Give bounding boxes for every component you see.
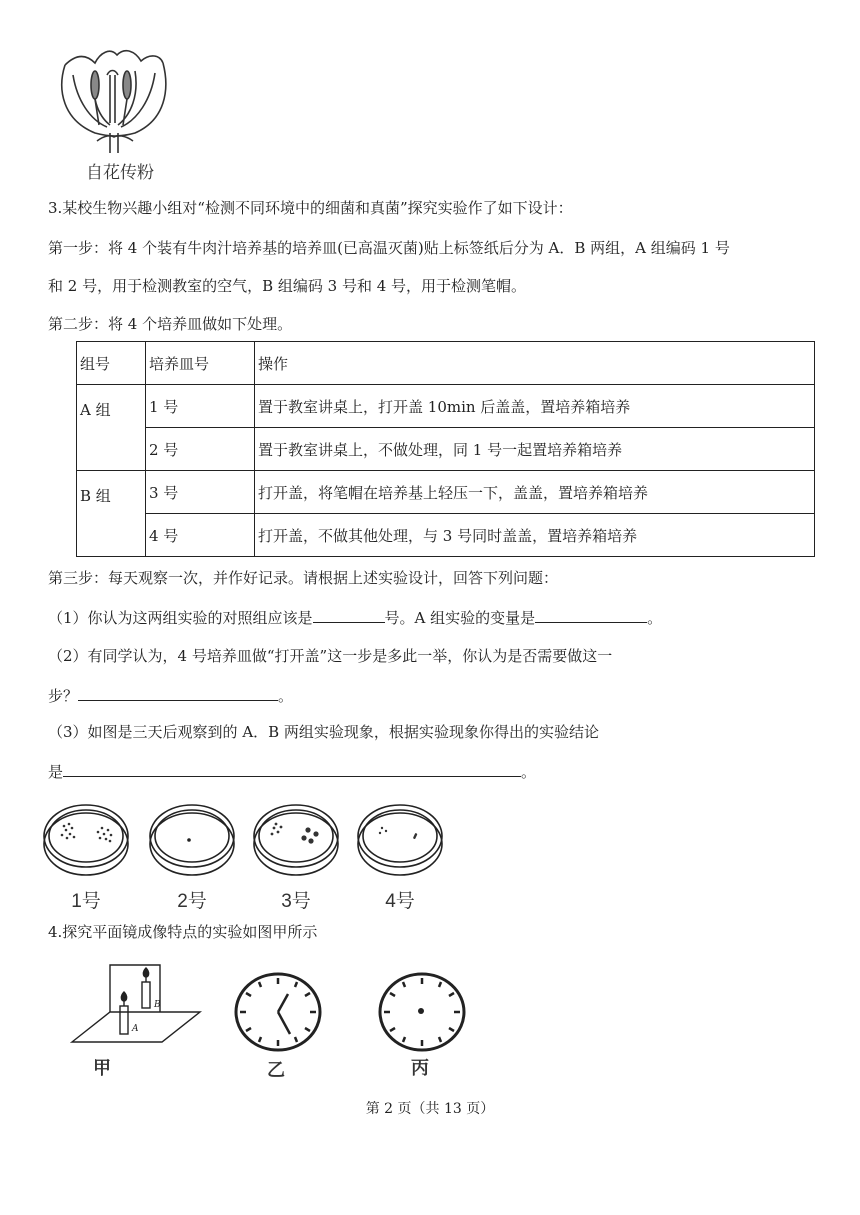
- operation-cell: 打开盖，不做其他处理，与 3 号同时盖盖，置培养箱培养: [255, 514, 815, 557]
- header-dish: 培养皿号: [146, 342, 255, 385]
- dish-label: 1号: [71, 891, 101, 912]
- table-row: [77, 471, 815, 514]
- page-footer: 第 2 页（共 13 页）: [365, 1101, 495, 1117]
- figure-label-bing: 丙: [411, 1058, 429, 1079]
- subquestion-1-end: 。: [647, 609, 663, 627]
- subquestion-2-prefix: 步？: [48, 687, 79, 705]
- operation-cell: 置于教室讲桌上，打开盖 10min 后盖盖，置培养箱培养: [255, 385, 815, 428]
- subquestion-3-line2: [48, 760, 536, 782]
- control-group-answer-blank[interactable]: [313, 606, 385, 623]
- petri-dish-3: [254, 805, 338, 875]
- dish-label: 2号: [177, 891, 207, 912]
- subquestion-3-line1: （3）如图是三天后观察到的 A．B 两组实验现象，根据实验现象你得出的实验结论: [48, 723, 599, 741]
- operation-cell: 打开盖，将笔帽在培养基上轻压一下，盖盖，置培养箱培养: [255, 471, 815, 514]
- table-row: [77, 385, 815, 428]
- dish-label: 4号: [385, 891, 415, 912]
- open-lid-answer-blank[interactable]: [78, 684, 278, 701]
- header-operation: 操作: [255, 342, 815, 385]
- clock-bing: [374, 970, 470, 1056]
- subquestion-2-end: 。: [278, 687, 294, 705]
- header-group: 组号: [77, 342, 146, 385]
- step2-text: 第二步：将 4 个培养皿做如下处理。: [48, 315, 293, 333]
- subquestion-3-prefix: 是: [48, 763, 64, 781]
- flower-figure-caption: 自花传粉: [86, 163, 154, 183]
- question-4-title: 4.探究平面镜成像特点的实验如图甲所示: [48, 923, 318, 941]
- table-header-row: [77, 342, 815, 385]
- group-a-cell: A 组: [77, 385, 146, 471]
- self-pollination-flower-figure: [55, 45, 175, 155]
- step3-text: 第三步：每天观察一次，并作好记录。请根据上述实验设计，回答下列问题：: [48, 569, 559, 587]
- subquestion-2-line2: [48, 684, 293, 706]
- figure-label-jia: 甲: [93, 1058, 111, 1079]
- dish-cell: 3 号: [146, 471, 255, 514]
- petri-dish-4: [358, 805, 442, 875]
- dish-label: 3号: [281, 891, 311, 912]
- figure-label-yi: 乙: [267, 1060, 285, 1081]
- variable-answer-blank[interactable]: [535, 606, 647, 623]
- question-3-title: 3.某校生物兴趣小组对“检测不同环境中的细菌和真菌”探究实验作了如下设计：: [48, 199, 573, 217]
- dish-treatment-table: [76, 341, 815, 557]
- group-b-cell: B 组: [77, 471, 146, 557]
- step1-line2: 和 2 号，用于检测教室的空气，B 组编码 3 号和 4 号，用于检测笔帽。: [48, 277, 527, 295]
- subquestion-1-prefix: （1）你认为这两组实验的对照组应该是: [48, 609, 313, 627]
- plane-mirror-experiment-figure: [70, 960, 210, 1050]
- subquestion-3-end: 。: [521, 763, 537, 781]
- dish-cell: 4 号: [146, 514, 255, 557]
- subquestion-1: [48, 606, 662, 628]
- petri-dish-1: [44, 805, 128, 875]
- step1-line1: 第一步：将 4 个装有牛肉汁培养基的培养皿(已高温灭菌)贴上标签纸后分为 A．B 两组，A 组编码 1 号: [48, 239, 730, 257]
- dish-cell: 2 号: [146, 428, 255, 471]
- subquestion-2-line1: （2）有同学认为，4 号培养皿做“打开盖”这一步是多此一举，你认为是否需要做这一: [48, 647, 613, 665]
- candle-label-b: B: [154, 1000, 161, 1010]
- table-row: [77, 428, 815, 471]
- conclusion-answer-blank[interactable]: [63, 760, 521, 777]
- operation-cell: 置于教室讲桌上，不做处理，同 1 号一起置培养箱培养: [255, 428, 815, 471]
- candle-label-a: A: [132, 1024, 139, 1034]
- clock-yi: [230, 970, 326, 1056]
- subquestion-1-mid: 号。A 组实验的变量是: [384, 609, 536, 627]
- petri-dish-2: [150, 805, 234, 875]
- table-row: [77, 514, 815, 557]
- dish-cell: 1 号: [146, 385, 255, 428]
